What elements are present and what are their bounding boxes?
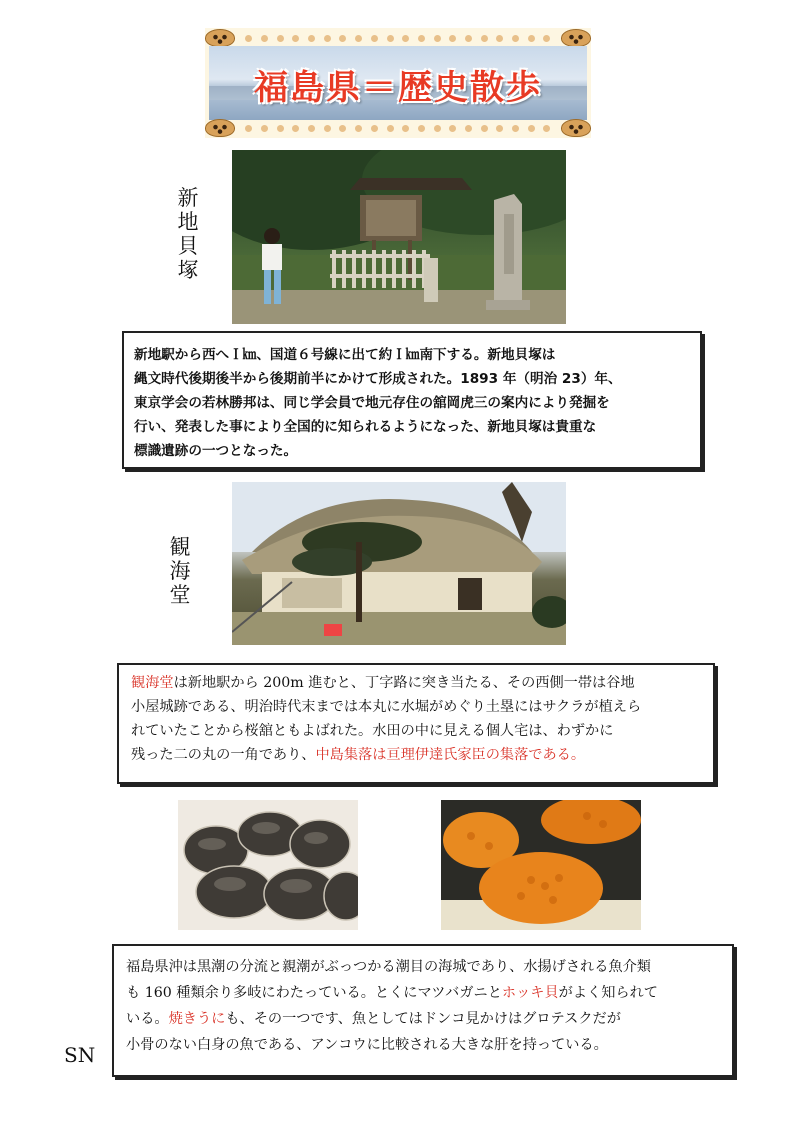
dog-face-icon <box>561 29 591 47</box>
dog-face-icon <box>561 119 591 137</box>
description-line: 新地駅から西へＩ㎞、国道６号線に出て約Ｉ㎞南下する。新地貝塚は <box>134 347 556 363</box>
banner-border-top <box>205 28 591 48</box>
description-line: 福島県沖は黒潮の分流と親潮がぶっつかる潮目の海城であり、水揚げされる魚介類 <box>126 959 651 975</box>
section-label-kankaido: 観海堂 <box>169 535 191 607</box>
shinchi-kaizuka-description <box>122 331 702 469</box>
description-line: 小骨のない白身の魚である、アンコウに比較される大きな肝を持っている。 <box>126 1037 608 1053</box>
description-line: 縄文時代後期後半から後期前半にかけて形成された。1893 年（明治 23）年、 <box>134 371 622 387</box>
dog-face-icon <box>205 119 235 137</box>
kankaido-description <box>117 663 715 784</box>
description-line: れていたことから桜舘ともよばれた。水田の中に見える個人宅は、わずかに <box>131 723 614 739</box>
shell-mound-site-photo <box>232 150 566 324</box>
author-signature: SN <box>64 1043 96 1067</box>
clams-photo <box>178 800 358 930</box>
section-label-shinchi-kaizuka: 新地貝塚 <box>177 186 199 282</box>
grilled-sea-urchin-photo <box>441 800 641 930</box>
highlight-text: ホッキ貝 <box>501 985 559 1001</box>
banner-sea-background <box>209 46 587 120</box>
description-line: 東京学会の若林勝邦は、同じ学会員で地元存住の舘岡虎三の案内により発掘を <box>134 395 610 411</box>
description-line: 残った二の丸の一角であり、中島集落は亘理伊達氏家臣の集落である。 <box>131 747 586 763</box>
description-line: も 160 種類余り多岐にわたっている。とくにマツバガニとホッキ貝がよく知られて <box>126 985 658 1001</box>
highlight-text: 焼きうに <box>168 1011 226 1027</box>
banner-border-bottom <box>205 118 591 138</box>
highlight-text: 観海堂 <box>131 675 174 691</box>
description-line: いる。焼きうにも、その一つです、魚としてはドンコ見かけはグロテスクだが <box>126 1011 621 1027</box>
description-line: 観海堂は新地駅から 200m 進むと、丁字路に突き当たる、その西側一帯は谷地 <box>131 675 635 691</box>
description-line: 標識遺跡の一つとなった。 <box>134 443 298 459</box>
header-banner <box>205 28 591 138</box>
description-line: 行い、発表した事により全国的に知られるようになった、新地貝塚は貴重な <box>134 419 597 435</box>
page-title: 福島県＝歴史散歩 <box>254 68 542 108</box>
highlight-text: 中島集落は亘理伊達氏家臣の集落である。 <box>315 747 586 763</box>
thatched-house-photo <box>232 482 566 645</box>
description-line: 小屋城跡である、明治時代末までは本丸に水堀がめぐり土塁にはサクラが植えら <box>131 699 642 715</box>
dog-face-icon <box>205 29 235 47</box>
seafood-description <box>112 944 734 1077</box>
